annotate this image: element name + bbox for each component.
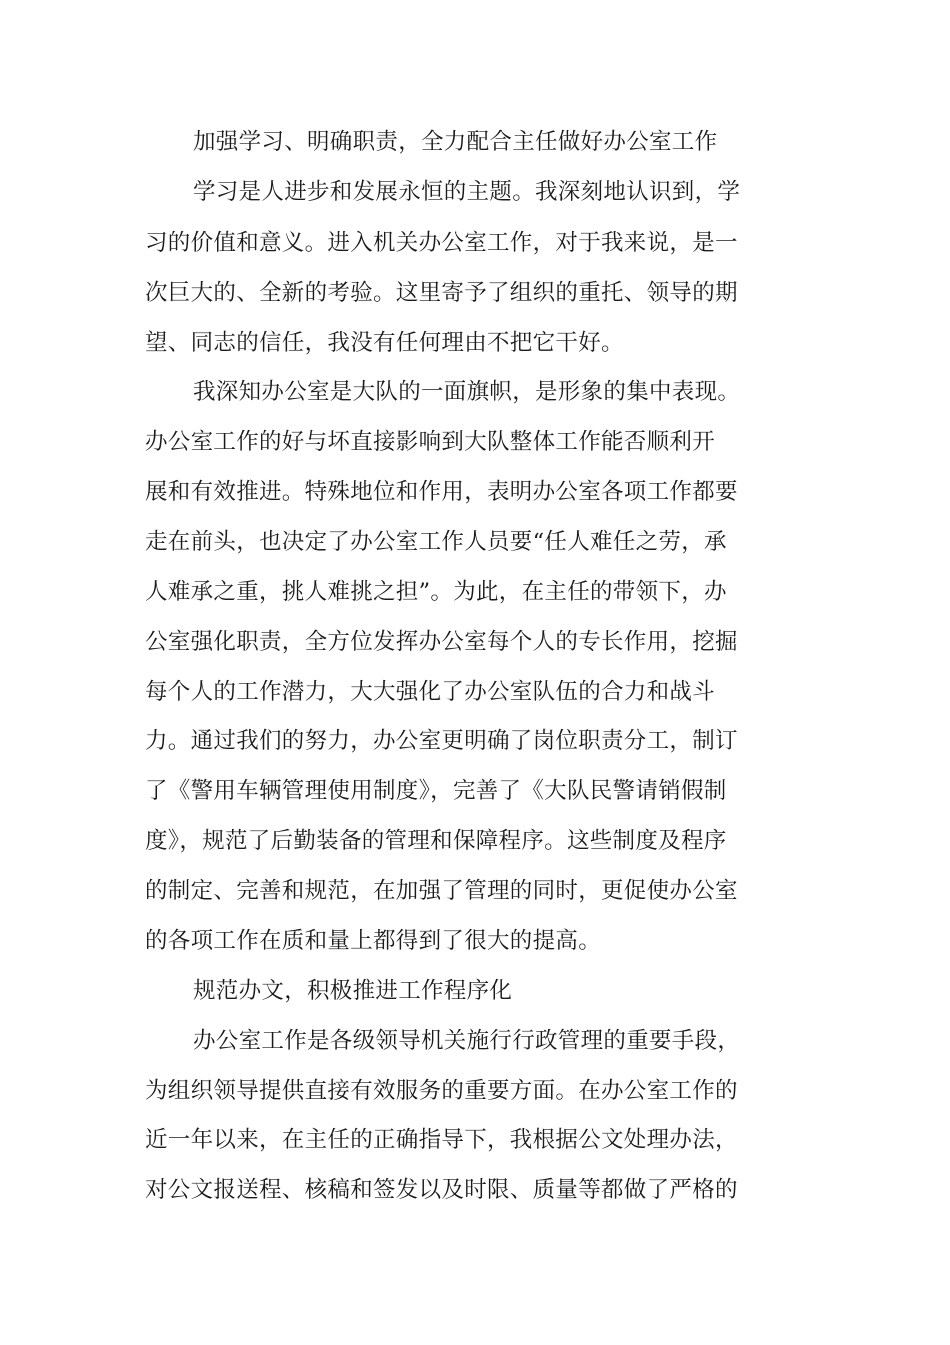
paragraph-line: 展和有效推进。特殊地位和作用，表明办公室各项工作都要 (145, 479, 738, 505)
paragraph-line: 力。通过我们的努力，办公室更明确了岗位职责分工，制订 (145, 728, 738, 754)
paragraph-line: 走在前头，也决定了办公室工作人员要“任人难任之劳，承 (145, 529, 727, 555)
section-heading: 规范办文，积极推进工作程序化 (193, 978, 513, 1004)
paragraph-line: 办公室工作是各级领导机关施行行政管理的重要手段， (193, 1028, 741, 1054)
paragraph-line: 望、同志的信任，我没有任何理由不把它干好。 (145, 330, 624, 356)
paragraph-line: 人难承之重，挑人难挑之担”。为此，在主任的带领下，办 (145, 579, 727, 605)
paragraph-line: 办公室工作的好与坏直接影响到大队整体工作能否顺利开 (145, 429, 716, 455)
paragraph-line: 公室强化职责，全方位发挥办公室每个人的专长作用，挖掘 (145, 629, 738, 655)
paragraph-line: 次巨大的、全新的考验。这里寄予了组织的重托、领导的期 (145, 280, 738, 306)
paragraph-line: 学习是人进步和发展永恒的主题。我深刻地认识到，学 (193, 179, 741, 205)
section-heading: 加强学习、明确职责，全力配合主任做好办公室工作 (193, 129, 718, 155)
paragraph-line: 的各项工作在质和量上都得到了很大的提高。 (145, 928, 602, 954)
paragraph-line: 习的价值和意义。进入机关办公室工作，对于我来说，是一 (145, 230, 738, 256)
paragraph-line: 的制定、完善和规范，在加强了管理的同时，更促使办公室 (145, 878, 738, 904)
paragraph-line: 我深知办公室是大队的一面旗帜，是形象的集中表现。 (193, 379, 741, 405)
paragraph-line: 近一年以来，在主任的正确指导下，我根据公文处理办法， (145, 1127, 738, 1153)
paragraph-line: 度》，规范了后勤装备的管理和保障程序。这些制度及程序 (145, 828, 727, 854)
paragraph-line: 对公文报送程、核稿和签发以及时限、质量等都做了严格的 (145, 1177, 738, 1203)
paragraph-line: 为组织领导提供直接有效服务的重要方面。在办公室工作的 (145, 1078, 738, 1104)
paragraph-line: 了《警用车辆管理使用制度》，完善了《大队民警请销假制 (145, 778, 727, 804)
paragraph-line: 每个人的工作潜力，大大强化了办公室队伍的合力和战斗 (145, 679, 716, 705)
